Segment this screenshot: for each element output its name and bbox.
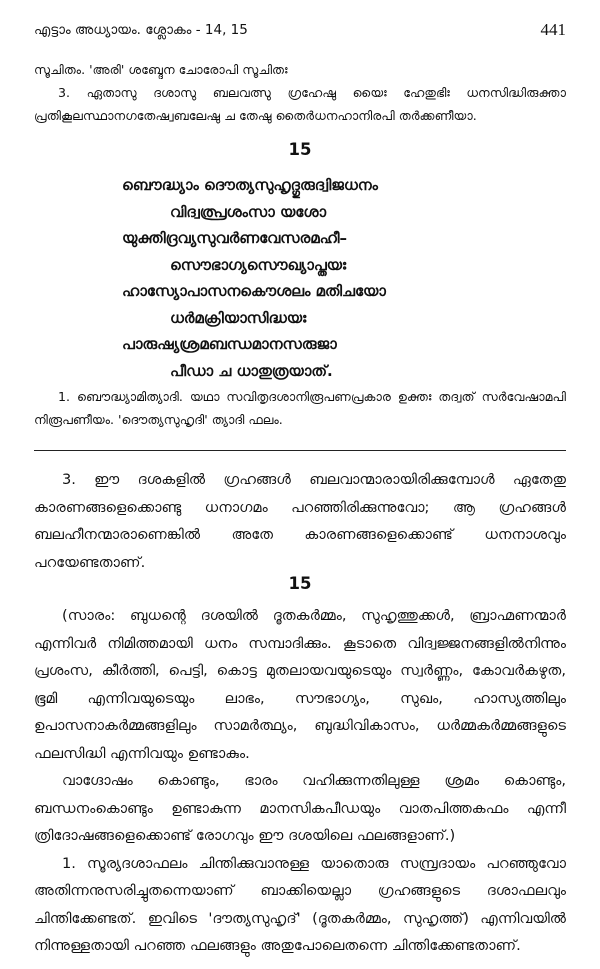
verse-line: ഹാസ്യോപാസനകൌശലം മതിചയോ [122, 282, 386, 300]
verse-line: യുക്തിദ്രവ്യസുവർണവേസരമഹീ– [122, 229, 348, 247]
translation-verse-number: 15 [288, 574, 312, 593]
translation-paragraph-3 [34, 466, 566, 576]
chapter-heading: എട്ടാം അധ്യായം. ശ്ലോകം - 14, 15 [34, 22, 248, 38]
verse-commentary-text: 1. ബൌദ്ധ്യാമിത്യാദി. യഥാ സവിതൃദശാനിരൂപണപ്രകാര ഉക്തഃ തദ്വത് സർവേഷാമപി നിരൂപണീയം. 'ദൌത്യസുഹൃദി' ത്യാദി ഫലം. [34, 389, 566, 427]
verse-line: വിദ്വത്പ്രശംസാ യശോ [170, 202, 327, 221]
summary-paragraph-2: വാഗ്ദോഷം കൊണ്ടും, ഭാരം വഹിക്കുന്നതിലുള്ള ശ്രമം കൊണ്ടും, ബന്ധനംകൊണ്ടും ഉണ്ടാകുന്ന മാനസികപീഡയും വാതപിത്തകഫം എന്നീ ത്രിദോഷങ്ങളെക്കൊണ്ട് രോഗവും ഈ ദശയിലെ ഫലങ്ങളാണ്.) [34, 772, 566, 844]
translation-text-3: 3. ഈ ദശകളിൽ ഗ്രഹങ്ങൾ ബലവാന്മാരായിരിക്കുമ്പോൾ ഏതേതു കാരണങ്ങളെക്കൊണ്ടു ധനാഗമം പറഞ്ഞിരിക്കുന്നുവോ; ആ ഗ്രഹങ്ങൾ ബലഹീനന്മാരാണെങ്കിൽ അതേ കാരണങ്ങളെക്കൊണ്ട് ധനനാശവും പറയേണ്ടതാണ്. [34, 471, 566, 571]
verse-commentary [34, 385, 566, 431]
section-divider [34, 450, 566, 451]
verse-number: 15 [288, 140, 312, 159]
verse-line: സൌഭാഗ്യസൌഖ്യാപ്തയഃ [170, 255, 347, 274]
commentary-paragraph-3: 3. ഏതാസു ദശാസു ബലവത്സു ഗ്രഹേഷു യൈഃ ഹേതുഭിഃ ധനസിദ്ധിരുക്താ പ്രതികൂലസ്ഥാനഗതേഷ്വബലേഷു ച തേഷു തൈർധനഹാനിരപി തർക്കണീയാ. [34, 85, 566, 123]
running-header [34, 20, 566, 44]
summary-paragraph-1: (സാരം: ബുധന്റെ ദശയിൽ ദൂതകർമ്മം, സുഹൃത്തുക്കൾ, ബ്രാഹ്മണന്മാർ എന്നിവർ നിമിത്തമായി ധനം സമ്പാദിക്കും. കൂടാതെ വിദ്വജ്ജനങ്ങളിൽനിന്നും പ്രശംസ, കീർത്തി, പെട്ടി, കൊട്ട മുതലായവയുടെയും സ്വർണ്ണം, കോവർകഴുത, ഭൂമി എന്നിവയുടെയും ലാഭം, സൗഭാഗ്യം, സുഖം, ഹാസ്യത്തിലും ഉപാസനാകർമ്മങ്ങളിലും സാമർത്ഥ്യം, ബുദ്ധിവികാസം, ധർമ്മകർമ്മങ്ങളുടെ ഫലസിദ്ധി എന്നിവയും ഉണ്ടാകും. [34, 607, 566, 762]
page-number: 441 [540, 20, 566, 39]
verse-line: ധർമക്രിയാസിദ്ധയഃ [170, 308, 307, 327]
verse-line: പാരുഷ്യശ്രമബന്ധമാനസരുജാ [122, 335, 337, 353]
note-paragraph-1: 1. സൂര്യദശാഫലം ചിന്തിക്കുവാനുള്ള യാതൊരു സമ്പ്രദായം പറഞ്ഞുവോ അതിന്നനുസരിച്ചുതന്നെയാണ് ബാക്കിയെല്ലാ ഗ്രഹങ്ങളുടെ ദശാഫലവും ചിന്തിക്കേണ്ടത്. ഇവിടെ 'ദൗത്യസുഹൃദ്' (ദൂതകർമ്മം, സുഹൃത്ത്) എന്നിവയിൽ നിന്നുള്ളതായി പറഞ്ഞ ഫലങ്ങളും അതുപോലെതന്നെ ചിന്തിക്കേണ്ടതാണ്. [34, 854, 566, 954]
summary-section [34, 602, 566, 960]
sanskrit-commentary-top [34, 58, 566, 127]
verse-line: പീഡാ ച ധാതുത്രയാത്. [170, 361, 333, 380]
verse-line: ബൌദ്ധ്യാം ദൌത്യസുഹൃദ്ഗുരുദ്വിജധനം [122, 176, 378, 194]
commentary-continuation: സൂചിതം. 'അരി' ശബ്ദേന ചോരോപി സൂചിതഃ [34, 62, 288, 77]
sanskrit-verse [34, 172, 566, 384]
